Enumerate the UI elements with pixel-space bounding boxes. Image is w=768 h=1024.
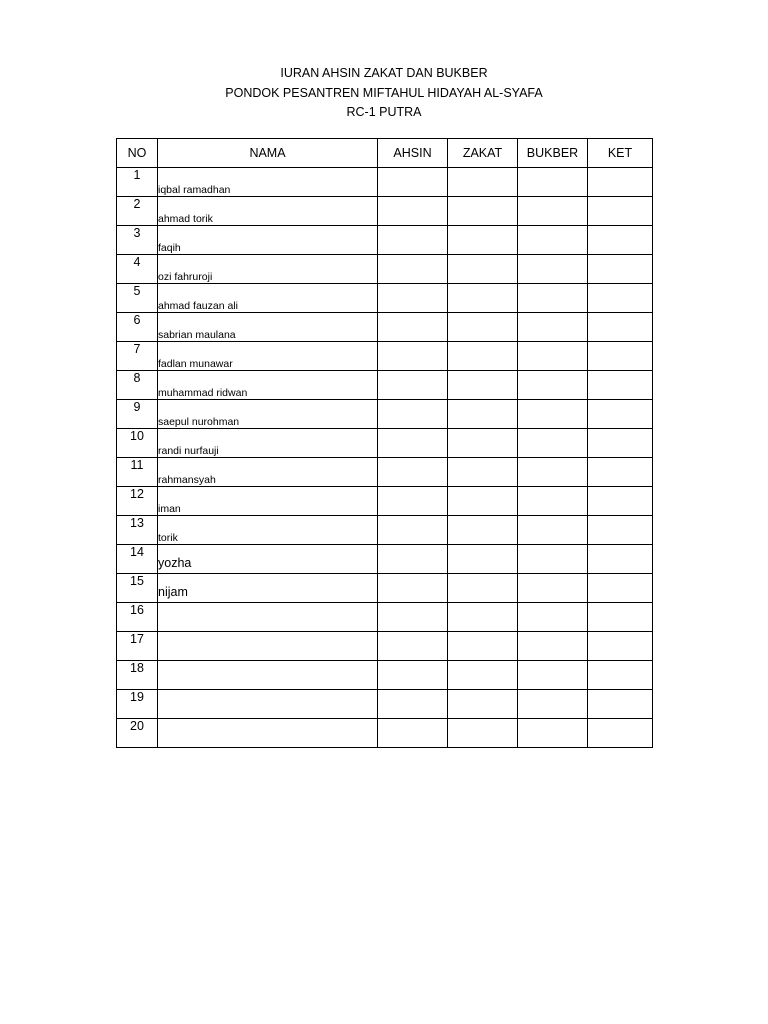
ahsin-cell	[378, 168, 448, 197]
title-line-2: PONDOK PESANTREN MIFTAHUL HIDAYAH AL-SYAFA	[225, 85, 543, 100]
row-number: 7	[117, 342, 158, 371]
ket-cell	[588, 342, 653, 371]
table-row	[117, 226, 653, 255]
title-line-3: RC-1 PUTRA	[346, 105, 422, 119]
row-number: 8	[117, 371, 158, 400]
payment-table	[116, 138, 653, 748]
zakat-cell	[448, 168, 518, 197]
row-number: 17	[117, 632, 158, 661]
bukber-cell	[518, 603, 588, 632]
table-row	[117, 371, 653, 400]
ahsin-cell	[378, 313, 448, 342]
ket-cell	[588, 487, 653, 516]
ahsin-cell	[378, 429, 448, 458]
ket-cell	[588, 574, 653, 603]
member-name: fadlan munawar	[158, 342, 378, 371]
table-row	[117, 516, 653, 545]
ket-cell	[588, 632, 653, 661]
table-row	[117, 574, 653, 603]
header-nama: NAMA	[158, 139, 378, 168]
bukber-cell	[518, 255, 588, 284]
zakat-cell	[448, 487, 518, 516]
row-number: 4	[117, 255, 158, 284]
ahsin-cell	[378, 342, 448, 371]
row-number: 5	[117, 284, 158, 313]
ket-cell	[588, 400, 653, 429]
zakat-cell	[448, 574, 518, 603]
bukber-cell	[518, 632, 588, 661]
bukber-cell	[518, 545, 588, 574]
row-number: 19	[117, 690, 158, 719]
zakat-cell	[448, 197, 518, 226]
table-row	[117, 690, 653, 719]
table-row	[117, 487, 653, 516]
document-title	[0, 64, 768, 123]
bukber-cell	[518, 284, 588, 313]
ket-cell	[588, 284, 653, 313]
zakat-cell	[448, 545, 518, 574]
row-number: 12	[117, 487, 158, 516]
ket-cell	[588, 661, 653, 690]
header-ket: KET	[588, 139, 653, 168]
zakat-cell	[448, 690, 518, 719]
row-number: 14	[117, 545, 158, 574]
ahsin-cell	[378, 458, 448, 487]
row-number: 18	[117, 661, 158, 690]
ahsin-cell	[378, 661, 448, 690]
bukber-cell	[518, 429, 588, 458]
ket-cell	[588, 458, 653, 487]
ahsin-cell	[378, 516, 448, 545]
table-row	[117, 255, 653, 284]
ket-cell	[588, 545, 653, 574]
row-number: 3	[117, 226, 158, 255]
zakat-cell	[448, 632, 518, 661]
table-row	[117, 719, 653, 748]
zakat-cell	[448, 313, 518, 342]
ahsin-cell	[378, 487, 448, 516]
ahsin-cell	[378, 284, 448, 313]
table-row	[117, 545, 653, 574]
header-ahsin: AHSIN	[378, 139, 448, 168]
member-name: ahmad torik	[158, 197, 378, 226]
bukber-cell	[518, 690, 588, 719]
bukber-cell	[518, 516, 588, 545]
zakat-cell	[448, 516, 518, 545]
ahsin-cell	[378, 603, 448, 632]
zakat-cell	[448, 400, 518, 429]
ahsin-cell	[378, 719, 448, 748]
ahsin-cell	[378, 690, 448, 719]
zakat-cell	[448, 429, 518, 458]
table-row	[117, 197, 653, 226]
zakat-cell	[448, 371, 518, 400]
ket-cell	[588, 719, 653, 748]
bukber-cell	[518, 313, 588, 342]
header-row	[117, 139, 653, 168]
member-name: randi nurfauji	[158, 429, 378, 458]
row-number: 13	[117, 516, 158, 545]
header-no: NO	[117, 139, 158, 168]
member-name: ahmad fauzan ali	[158, 284, 378, 313]
member-name	[158, 603, 378, 632]
header-zakat: ZAKAT	[448, 139, 518, 168]
table-row	[117, 400, 653, 429]
row-number: 9	[117, 400, 158, 429]
member-name: iman	[158, 487, 378, 516]
title-line-1: IURAN AHSIN ZAKAT DAN BUKBER	[280, 66, 488, 80]
zakat-cell	[448, 661, 518, 690]
member-name: faqih	[158, 226, 378, 255]
member-name: yozha	[158, 545, 378, 574]
bukber-cell	[518, 719, 588, 748]
zakat-cell	[448, 719, 518, 748]
ket-cell	[588, 313, 653, 342]
zakat-cell	[448, 226, 518, 255]
bukber-cell	[518, 458, 588, 487]
ahsin-cell	[378, 255, 448, 284]
table-row	[117, 284, 653, 313]
table-body	[117, 168, 653, 748]
member-name	[158, 661, 378, 690]
bukber-cell	[518, 226, 588, 255]
bukber-cell	[518, 661, 588, 690]
header-bukber: BUKBER	[518, 139, 588, 168]
member-name: rahmansyah	[158, 458, 378, 487]
ahsin-cell	[378, 545, 448, 574]
table-row	[117, 603, 653, 632]
row-number: 11	[117, 458, 158, 487]
table-row	[117, 168, 653, 197]
ahsin-cell	[378, 632, 448, 661]
bukber-cell	[518, 487, 588, 516]
member-name	[158, 690, 378, 719]
table-row	[117, 661, 653, 690]
ket-cell	[588, 690, 653, 719]
ahsin-cell	[378, 226, 448, 255]
ket-cell	[588, 255, 653, 284]
member-name: iqbal ramadhan	[158, 168, 378, 197]
row-number: 1	[117, 168, 158, 197]
row-number: 20	[117, 719, 158, 748]
bukber-cell	[518, 371, 588, 400]
row-number: 15	[117, 574, 158, 603]
ahsin-cell	[378, 197, 448, 226]
member-name	[158, 719, 378, 748]
ahsin-cell	[378, 371, 448, 400]
table-row	[117, 313, 653, 342]
table-row	[117, 458, 653, 487]
zakat-cell	[448, 255, 518, 284]
ket-cell	[588, 168, 653, 197]
member-name: nijam	[158, 574, 378, 603]
member-name: torik	[158, 516, 378, 545]
member-name: saepul nurohman	[158, 400, 378, 429]
zakat-cell	[448, 458, 518, 487]
zakat-cell	[448, 342, 518, 371]
bukber-cell	[518, 197, 588, 226]
row-number: 2	[117, 197, 158, 226]
bukber-cell	[518, 168, 588, 197]
ahsin-cell	[378, 574, 448, 603]
ket-cell	[588, 226, 653, 255]
row-number: 10	[117, 429, 158, 458]
table-row	[117, 342, 653, 371]
member-name: muhammad ridwan	[158, 371, 378, 400]
table-row	[117, 632, 653, 661]
member-name	[158, 632, 378, 661]
bukber-cell	[518, 342, 588, 371]
member-name: ozi fahruroji	[158, 255, 378, 284]
ket-cell	[588, 197, 653, 226]
bukber-cell	[518, 574, 588, 603]
ahsin-cell	[378, 400, 448, 429]
table-row	[117, 429, 653, 458]
ket-cell	[588, 516, 653, 545]
member-name: sabrian maulana	[158, 313, 378, 342]
ket-cell	[588, 603, 653, 632]
ket-cell	[588, 429, 653, 458]
zakat-cell	[448, 603, 518, 632]
zakat-cell	[448, 284, 518, 313]
row-number: 6	[117, 313, 158, 342]
row-number: 16	[117, 603, 158, 632]
bukber-cell	[518, 400, 588, 429]
ket-cell	[588, 371, 653, 400]
